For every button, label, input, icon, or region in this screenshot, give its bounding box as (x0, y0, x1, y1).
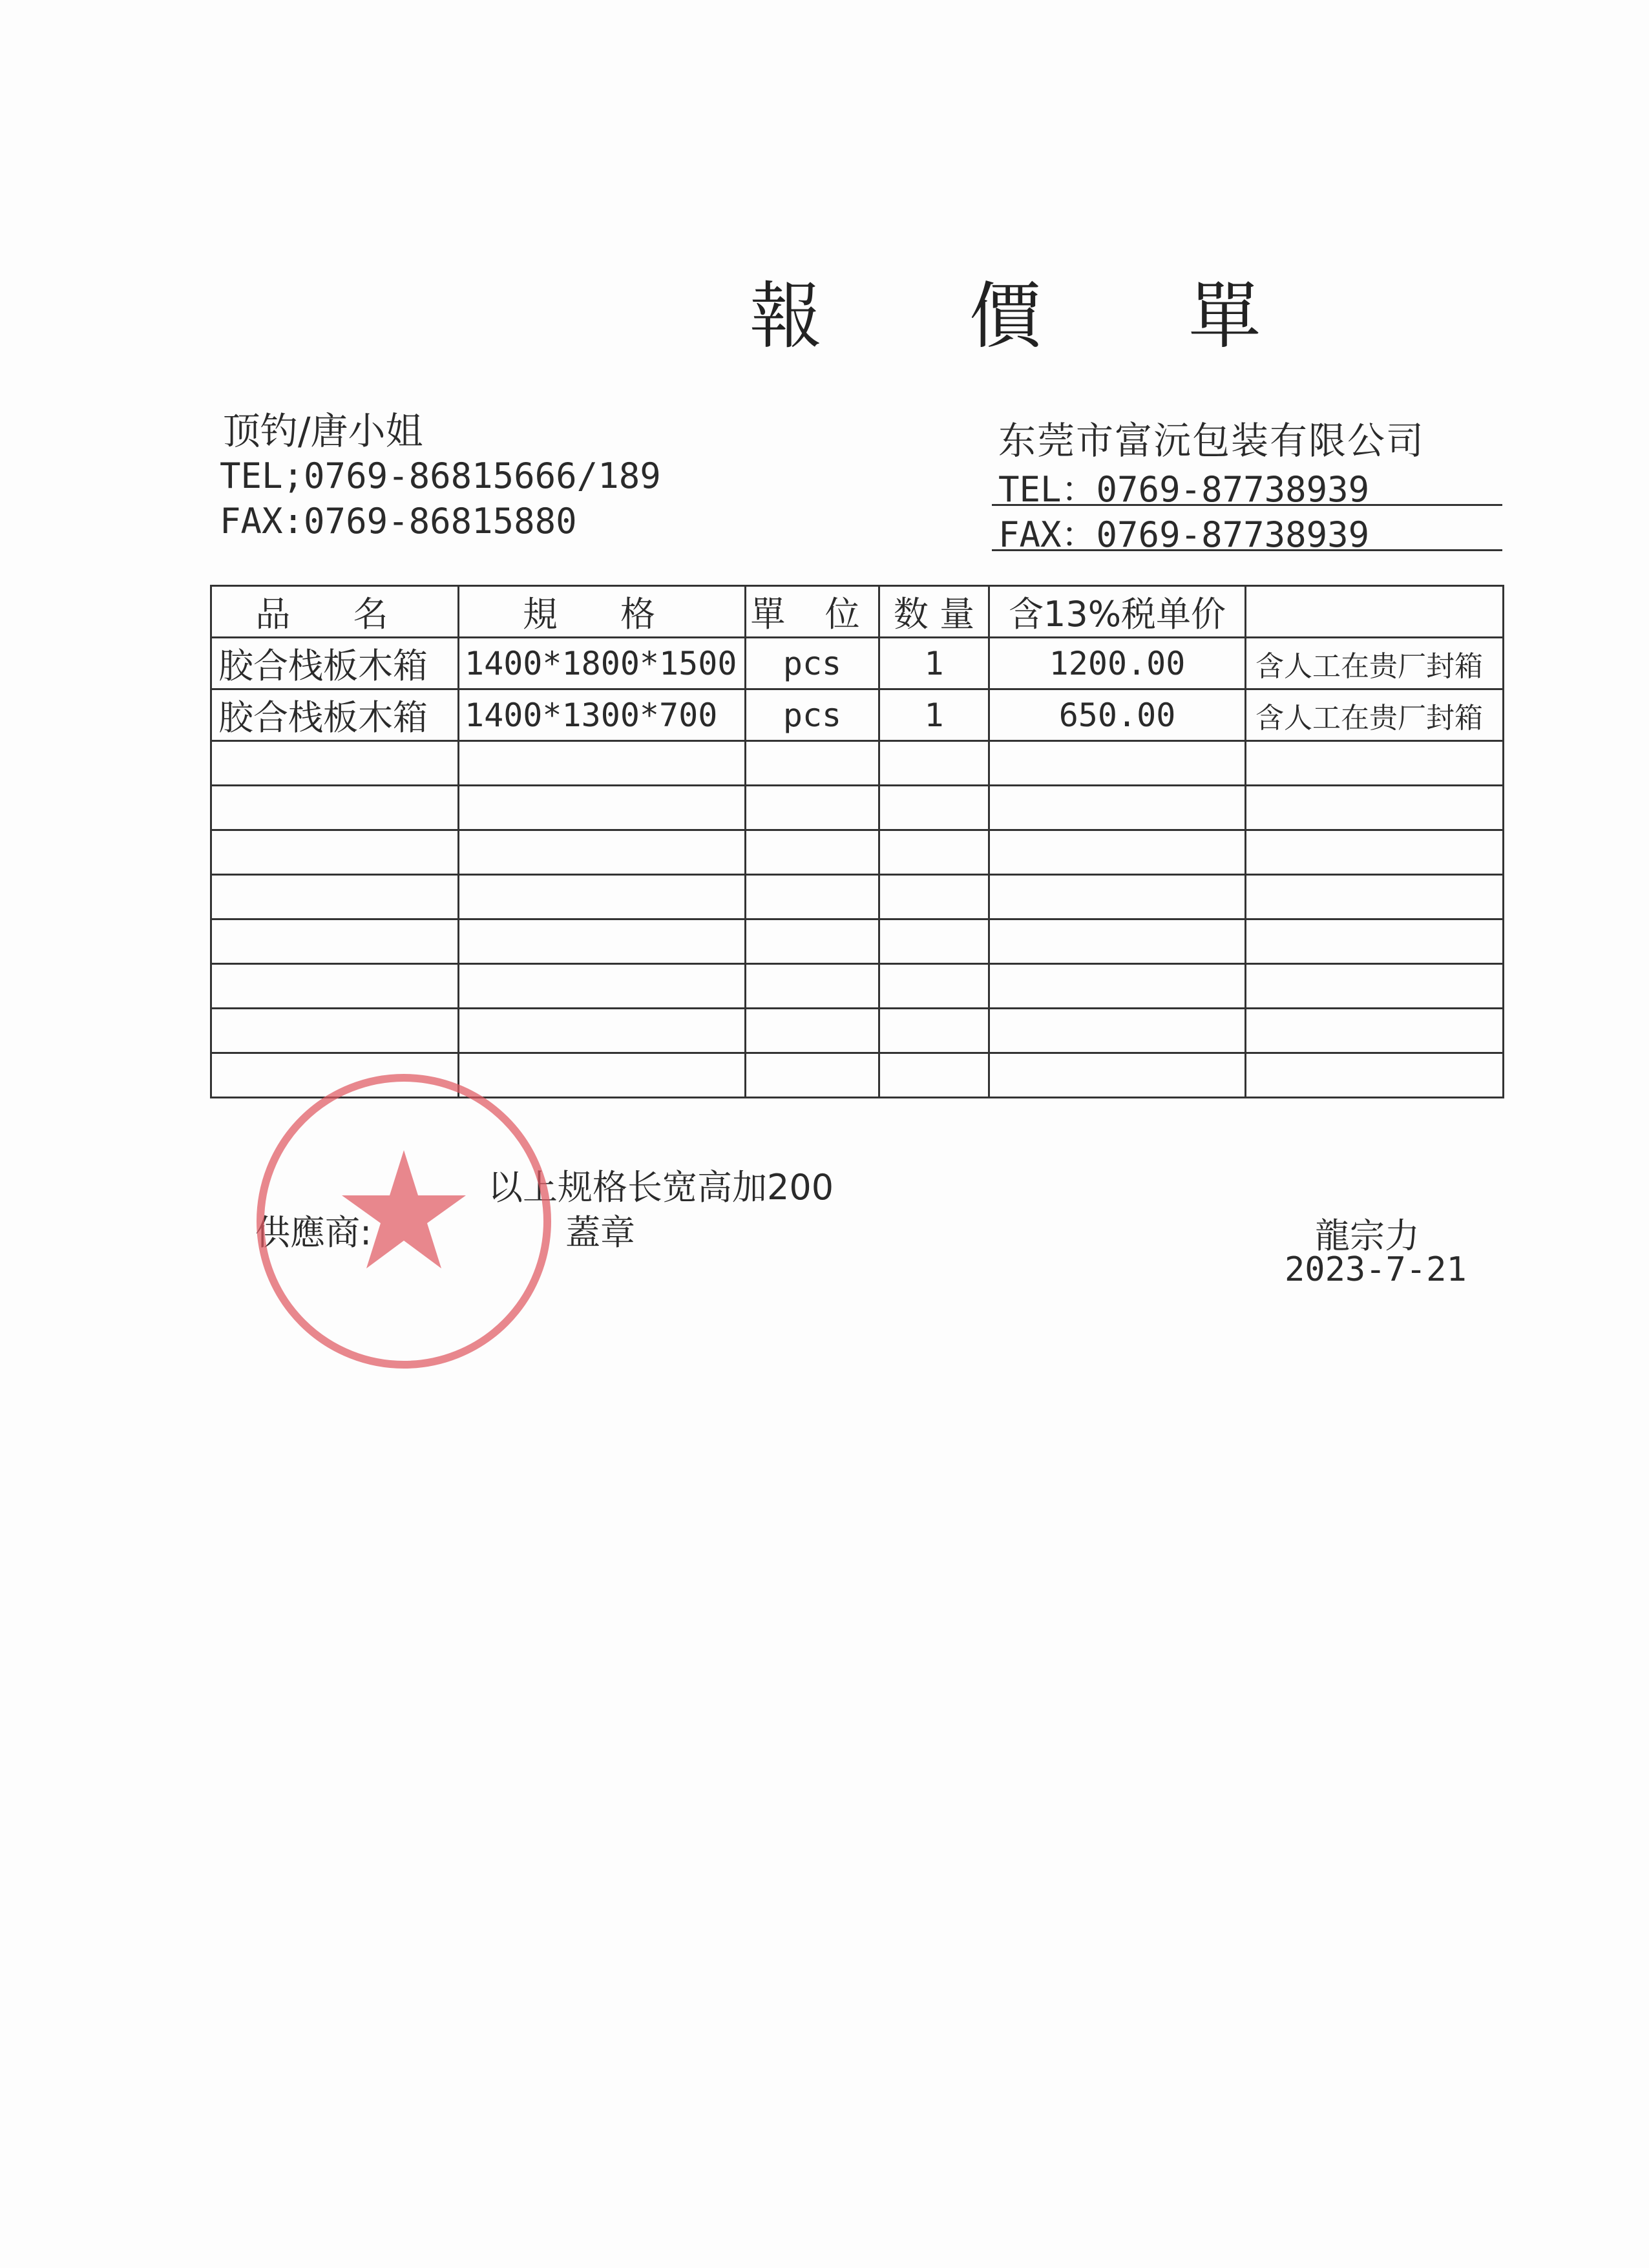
cell-unit (746, 830, 879, 875)
cell-note (1246, 964, 1504, 1009)
customer-fax: FAX:0769-86815880 (220, 501, 577, 541)
cell-price (989, 919, 1246, 964)
cell-name: 胶合栈板木箱 (211, 638, 459, 689)
cell-spec: 1400*1800*1500 (459, 638, 746, 689)
cell-price (989, 875, 1246, 919)
cell-qty (879, 1009, 989, 1053)
supplier-tel-underline (992, 504, 1502, 506)
table-row (211, 689, 1504, 741)
cell-qty: 1 (879, 689, 989, 741)
cell-qty (879, 875, 989, 919)
cell-unit (746, 786, 879, 830)
cell-qty (879, 830, 989, 875)
header-quantity: 数 量 (879, 586, 989, 638)
cell-note: 含人工在贵厂封箱 (1246, 689, 1504, 741)
header-remarks (1246, 586, 1504, 638)
cell-unit: pcs (746, 638, 879, 689)
table-row (211, 919, 1504, 964)
cell-note (1246, 786, 1504, 830)
cell-unit (746, 1053, 879, 1098)
cell-qty (879, 786, 989, 830)
cell-note (1246, 875, 1504, 919)
cell-price (989, 741, 1246, 786)
supplier-name: 东莞市富沅包装有限公司 (998, 419, 1425, 463)
cell-price (989, 964, 1246, 1009)
customer-tel: TEL;0769-86815666/189 (220, 456, 661, 496)
cell-note (1246, 1009, 1504, 1053)
cell-note (1246, 1053, 1504, 1098)
cell-spec (459, 830, 746, 875)
supplier-fax-underline (992, 549, 1502, 551)
table-row (211, 830, 1504, 875)
supplier-tel: TEL：0769-87738939 (998, 469, 1370, 510)
signer-name: 龍宗力 (1315, 1215, 1420, 1256)
cell-spec (459, 875, 746, 919)
cell-price: 1200.00 (989, 638, 1246, 689)
table-row (211, 964, 1504, 1009)
cell-qty (879, 919, 989, 964)
cell-spec (459, 741, 746, 786)
supplier-fax: FAX：0769-87738939 (998, 514, 1370, 555)
table-row (211, 786, 1504, 830)
header-product-name: 品 名 (211, 586, 459, 638)
header-unit: 單 位 (746, 586, 879, 638)
cell-qty (879, 1053, 989, 1098)
cell-unit: pcs (746, 689, 879, 741)
cell-unit (746, 741, 879, 786)
company-seal (249, 1066, 559, 1376)
cell-price (989, 830, 1246, 875)
cell-spec (459, 786, 746, 830)
cell-qty: 1 (879, 638, 989, 689)
cell-name: 胶合栈板木箱 (211, 689, 459, 741)
table-row (211, 875, 1504, 919)
cell-price (989, 786, 1246, 830)
cell-unit (746, 919, 879, 964)
cell-note (1246, 830, 1504, 875)
header-unit-price: 含13%税单价 (989, 586, 1246, 638)
cell-unit (746, 875, 879, 919)
cell-name (211, 830, 459, 875)
seal-star-icon (342, 1150, 466, 1268)
cell-qty (879, 741, 989, 786)
document-title: 報 價 單 (750, 275, 1323, 359)
cell-spec: 1400*1300*700 (459, 689, 746, 741)
cell-spec (459, 1009, 746, 1053)
cell-name (211, 741, 459, 786)
cell-name (211, 919, 459, 964)
document-date: 2023-7-21 (1285, 1250, 1467, 1289)
spec-note: 以上规格长宽高加200 (488, 1167, 834, 1208)
supplier-label: 供應商: (255, 1212, 372, 1253)
cell-price (989, 1053, 1246, 1098)
cell-qty (879, 964, 989, 1009)
cell-name (211, 964, 459, 1009)
stamp-label: 蓋章 (565, 1212, 635, 1253)
table-row (211, 638, 1504, 689)
quote-table (210, 585, 1504, 1098)
cell-unit (746, 1009, 879, 1053)
cell-price (989, 1009, 1246, 1053)
header-spec: 規 格 (459, 586, 746, 638)
cell-spec (459, 919, 746, 964)
cell-name (211, 1009, 459, 1053)
table-row (211, 1009, 1504, 1053)
cell-price: 650.00 (989, 689, 1246, 741)
table-row (211, 741, 1504, 786)
cell-spec (459, 964, 746, 1009)
cell-note: 含人工在贵厂封箱 (1246, 638, 1504, 689)
table-header-row (211, 586, 1504, 638)
customer-name: 顶钓/唐小姐 (223, 409, 423, 453)
cell-note (1246, 919, 1504, 964)
cell-name (211, 786, 459, 830)
cell-note (1246, 741, 1504, 786)
cell-unit (746, 964, 879, 1009)
cell-name (211, 875, 459, 919)
